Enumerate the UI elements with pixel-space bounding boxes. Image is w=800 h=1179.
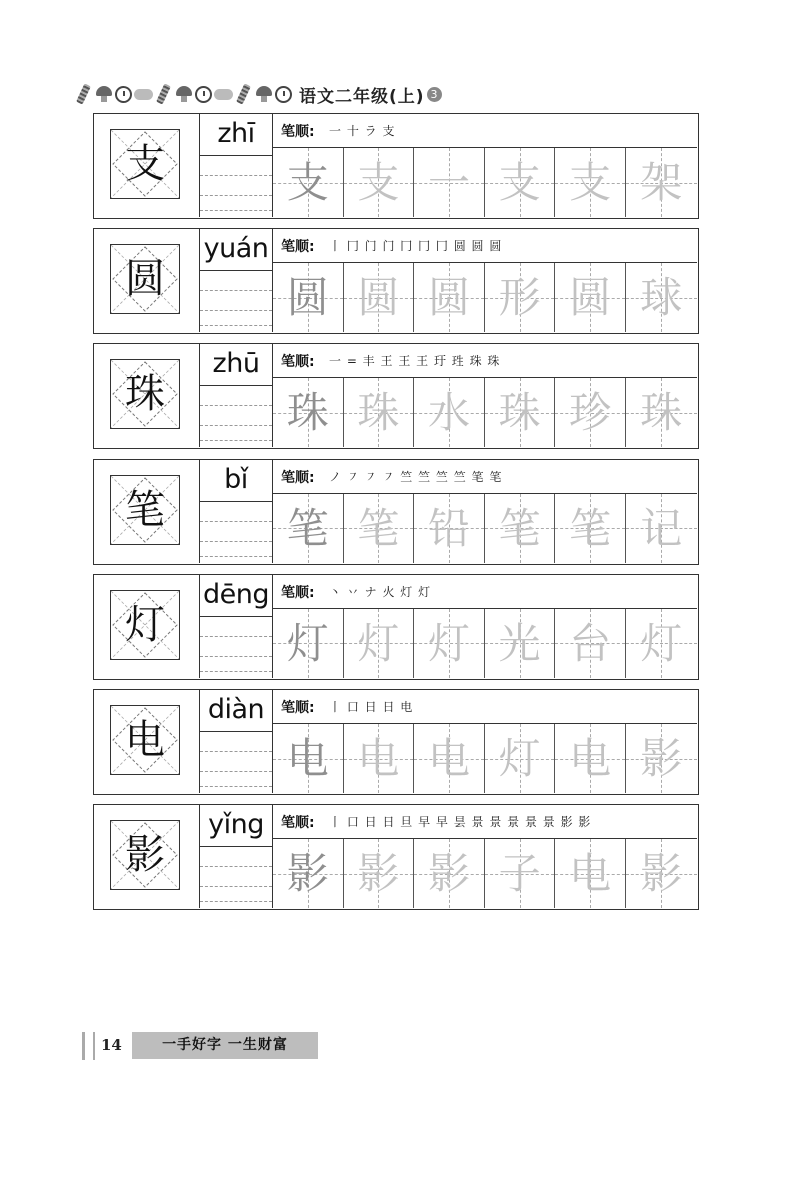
- stroke-order-row: [273, 344, 697, 378]
- practice-cell[interactable]: [344, 494, 415, 563]
- practice-cell[interactable]: [626, 494, 697, 563]
- practice-grid: [273, 839, 697, 908]
- stroke-order-row: [273, 575, 697, 609]
- practice-char: 笔: [569, 503, 612, 553]
- practice-cell[interactable]: [414, 494, 485, 563]
- stroke-order-sequence: ノ ㇇ ㇇ ㇇ 竺 竺 竺 竺 笔 笔: [329, 469, 503, 484]
- model-character-box: [110, 705, 180, 775]
- practice-cell[interactable]: [485, 378, 556, 447]
- practice-char: 光: [498, 618, 541, 668]
- practice-cell[interactable]: [344, 378, 415, 447]
- pinyin-column: [200, 460, 273, 563]
- pinyin: yuán: [203, 233, 269, 265]
- pinyin: bǐ: [224, 463, 248, 495]
- header-decoration: [74, 85, 293, 104]
- practice-cell[interactable]: [273, 148, 344, 217]
- stroke-order-label: 笔顺:: [281, 239, 315, 256]
- model-character: 珠: [125, 371, 165, 418]
- practice-char: 珠: [640, 388, 683, 438]
- cloud-icon: [134, 85, 153, 104]
- practice-cell[interactable]: [626, 263, 697, 332]
- model-character-box: [110, 820, 180, 890]
- practice-cell[interactable]: [485, 494, 556, 563]
- page-number: 14: [101, 1036, 122, 1054]
- practice-char: 圆: [427, 273, 470, 323]
- practice-char: 铅: [427, 503, 470, 553]
- practice-char: 珠: [498, 388, 541, 438]
- practice-char: 形: [498, 273, 541, 323]
- cloud-icon: [214, 85, 233, 104]
- practice-cell[interactable]: [555, 148, 626, 217]
- practice-char: 台: [569, 618, 612, 668]
- pinyin-column: [200, 344, 273, 447]
- practice-cell[interactable]: [273, 378, 344, 447]
- practice-char: 记: [640, 503, 683, 553]
- practice-char: 水: [427, 388, 470, 438]
- stroke-order-sequence: 一 十 ラ 支: [329, 124, 396, 138]
- practice-char: 子: [498, 849, 541, 899]
- practice-cell[interactable]: [344, 609, 415, 678]
- practice-cell[interactable]: [555, 839, 626, 908]
- practice-cell[interactable]: [626, 839, 697, 908]
- pinyin-writing-lines[interactable]: [200, 501, 272, 563]
- pinyin-writing-lines[interactable]: [200, 385, 272, 447]
- pinyin-writing-lines[interactable]: [200, 846, 272, 908]
- pinyin: zhū: [212, 348, 260, 380]
- stroke-order-label: 笔顺:: [281, 815, 315, 832]
- footer-divider: [82, 1032, 95, 1060]
- character-row: [93, 574, 699, 680]
- model-character-column: [94, 344, 200, 447]
- stroke-order-label: 笔顺:: [281, 700, 315, 716]
- clock-icon: [194, 85, 213, 104]
- model-character-column: [94, 805, 200, 908]
- practice-char: 笔: [357, 503, 400, 553]
- practice-char: 支: [498, 158, 541, 207]
- pinyin-column: [200, 575, 273, 678]
- model-character-box: [110, 590, 180, 660]
- practice-char: 圆: [357, 273, 400, 323]
- practice-char: 电: [357, 734, 400, 783]
- practice-cell[interactable]: [414, 378, 485, 447]
- pencil-icon: [74, 85, 93, 104]
- practice-char: 珠: [286, 388, 329, 438]
- stroke-order-label: 笔顺:: [281, 469, 315, 486]
- model-character-column: [94, 460, 200, 563]
- stroke-order-sequence: 丨 口 日 日 电: [329, 700, 414, 714]
- practice-char: 灯: [357, 618, 400, 668]
- practice-cell[interactable]: [555, 724, 626, 793]
- practice-cell[interactable]: [555, 378, 626, 447]
- character-row: [93, 804, 699, 910]
- practice-cell[interactable]: [626, 148, 697, 217]
- character-row: [93, 459, 699, 565]
- practice-grid: [273, 724, 697, 793]
- practice-char: 球: [640, 273, 683, 323]
- stroke-order-row: [273, 805, 697, 839]
- practice-cell[interactable]: [414, 263, 485, 332]
- character-row: [93, 113, 699, 219]
- practice-grid: [273, 263, 697, 332]
- practice-grid: [273, 494, 697, 563]
- mushroom-icon: [174, 85, 193, 104]
- practice-cell[interactable]: [414, 724, 485, 793]
- stroke-order-label: 笔顺:: [281, 124, 315, 140]
- practice-char: 一: [427, 158, 470, 207]
- stroke-order-label: 笔顺:: [281, 354, 315, 371]
- pinyin-column: [200, 690, 273, 793]
- model-character-column: [94, 575, 200, 678]
- practice-char: 笔: [498, 503, 541, 553]
- practice-char: 支: [357, 158, 400, 207]
- pinyin-column: [200, 805, 273, 908]
- model-character-box: [110, 244, 180, 314]
- character-row: [93, 343, 699, 449]
- practice-cell[interactable]: [344, 839, 415, 908]
- character-row: [93, 228, 699, 334]
- practice-char: 支: [286, 158, 329, 207]
- practice-cell[interactable]: [626, 378, 697, 447]
- pinyin-writing-lines[interactable]: [200, 616, 272, 678]
- mushroom-icon: [94, 85, 113, 104]
- practice-cell[interactable]: [485, 724, 556, 793]
- pencil-icon: [234, 85, 253, 104]
- practice-char: 影: [286, 849, 329, 899]
- stroke-order-sequence: 丨 口 日 日 旦 早 早 昙 景 景 景 景 景 影 影: [329, 815, 592, 830]
- practice-cell[interactable]: [344, 263, 415, 332]
- practice-char: 影: [357, 849, 400, 899]
- practice-cell[interactable]: [555, 609, 626, 678]
- practice-grid: [273, 609, 697, 678]
- practice-cell[interactable]: [273, 724, 344, 793]
- practice-cell[interactable]: [626, 609, 697, 678]
- pinyin-writing-lines[interactable]: [200, 155, 272, 217]
- practice-char: 电: [569, 734, 612, 783]
- practice-cell[interactable]: [555, 494, 626, 563]
- practice-char: 圆: [569, 273, 612, 323]
- practice-char: 影: [427, 849, 470, 899]
- practice-cell[interactable]: [485, 839, 556, 908]
- model-character: 圆: [125, 256, 165, 303]
- model-character: 笔: [125, 486, 165, 533]
- footer-slogan: 一手好字 一生财富: [132, 1032, 318, 1059]
- practice-grid: [273, 378, 697, 447]
- practice-char: 笔: [286, 503, 329, 553]
- pinyin: diàn: [207, 694, 265, 725]
- model-character: 灯: [125, 601, 165, 648]
- stroke-order-sequence: 丶 丷 ナ 火 灯 灯: [329, 584, 432, 599]
- practice-cell[interactable]: [414, 609, 485, 678]
- practice-cell[interactable]: [344, 724, 415, 793]
- practice-cell[interactable]: [273, 263, 344, 332]
- practice-cell[interactable]: [273, 839, 344, 908]
- pinyin: dēng: [202, 578, 269, 610]
- practice-cell[interactable]: [414, 148, 485, 217]
- model-character-box: [110, 359, 180, 429]
- stroke-order-label: 笔顺:: [281, 584, 315, 601]
- model-character-box: [110, 475, 180, 545]
- practice-char: 珠: [357, 388, 400, 438]
- page-header: [74, 78, 442, 110]
- pinyin-column: [200, 114, 273, 217]
- stroke-order-sequence: 一 = 丰 王 王 王 玗 珄 珠 珠: [329, 354, 501, 369]
- practice-cell[interactable]: [485, 148, 556, 217]
- pinyin-column: [200, 229, 273, 332]
- practice-char: 灯: [498, 734, 541, 783]
- clock-icon: [114, 85, 133, 104]
- practice-char: 电: [286, 734, 329, 783]
- stroke-order-row: [273, 690, 697, 724]
- practice-char: 圆: [286, 273, 329, 323]
- practice-grid: [273, 148, 697, 217]
- practice-char: 灯: [427, 618, 470, 668]
- practice-cell[interactable]: [273, 494, 344, 563]
- model-character-column: [94, 690, 200, 793]
- practice-char: 电: [427, 734, 470, 783]
- clock-icon: [274, 85, 293, 104]
- model-character-box: [110, 129, 180, 199]
- practice-char: 影: [640, 849, 683, 899]
- character-row: [93, 689, 699, 795]
- practice-char: 灯: [640, 618, 683, 668]
- practice-cell[interactable]: [273, 609, 344, 678]
- stroke-order-row: [273, 229, 697, 263]
- mushroom-icon: [254, 85, 273, 104]
- practice-cell[interactable]: [414, 839, 485, 908]
- practice-cell[interactable]: [485, 263, 556, 332]
- model-character: 支: [125, 141, 165, 187]
- pencil-icon: [154, 85, 173, 104]
- stroke-order-sequence: 丨 冂 门 门 冂 冂 冂 圆 圆 圆: [329, 239, 503, 254]
- practice-cell[interactable]: [555, 263, 626, 332]
- page-title: 语文二年级(上): [299, 86, 425, 107]
- practice-char: 架: [640, 158, 683, 207]
- practice-char: 支: [569, 158, 612, 207]
- practice-char: 灯: [286, 618, 329, 668]
- practice-char: 影: [640, 734, 683, 783]
- practice-char: 电: [569, 849, 612, 899]
- pinyin-writing-lines[interactable]: [200, 270, 272, 332]
- stroke-order-row: [273, 114, 697, 148]
- model-character: 影: [125, 832, 165, 879]
- pinyin: zhī: [217, 118, 255, 149]
- practice-cell[interactable]: [485, 609, 556, 678]
- practice-cell[interactable]: [344, 148, 415, 217]
- pinyin-writing-lines[interactable]: [200, 731, 272, 793]
- practice-char: 珍: [569, 388, 612, 438]
- volume-badge: 3: [427, 87, 442, 102]
- pinyin: yǐng: [208, 809, 264, 841]
- stroke-order-row: [273, 460, 697, 494]
- practice-cell[interactable]: [626, 724, 697, 793]
- model-character-column: [94, 114, 200, 217]
- model-character: 电: [125, 717, 165, 763]
- model-character-column: [94, 229, 200, 332]
